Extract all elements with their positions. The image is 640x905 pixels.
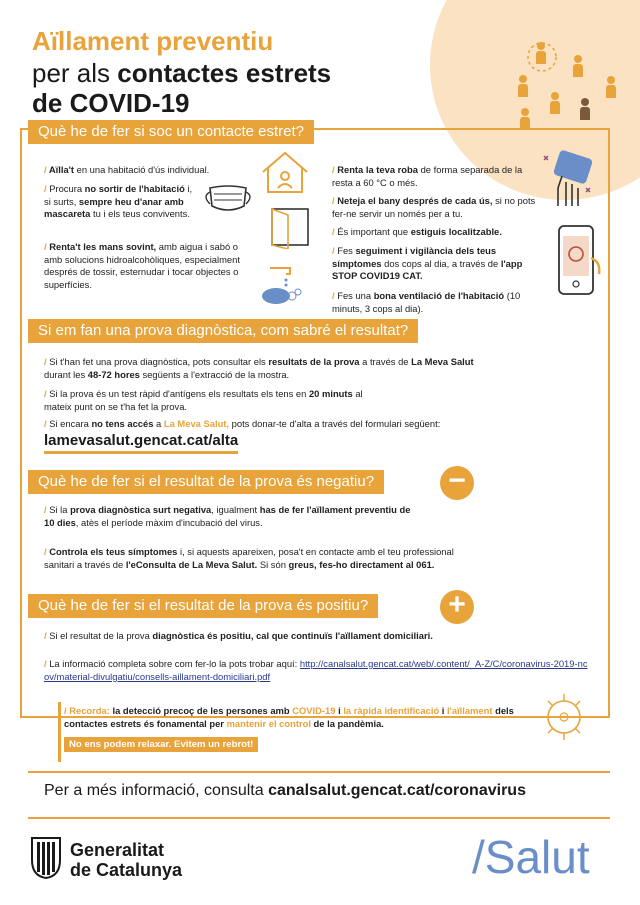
more-info: Per a més informació, consulta canalsalut.gencat.cat/coronavirus	[44, 782, 526, 799]
divider	[28, 771, 610, 773]
negative-result-info: / Si la prova diagnòstica surt negativa, igualment has de fer l'aïllament preventiu de 10 dies, atès el període màxim d'incubació del virus.	[44, 504, 411, 528]
page-title-line3: de COVID-19	[32, 88, 190, 118]
plus-icon: +	[440, 590, 474, 624]
house-icon	[258, 148, 312, 196]
instruction-clean-bathroom: / Neteja el bany després de cada ús, si no pots fer-ne servir un només per a tu.	[332, 195, 536, 219]
door-icon	[268, 205, 312, 249]
signup-link[interactable]: lamevasalut.gencat.cat/alta	[44, 432, 238, 454]
salut-logo: /Salut	[472, 831, 590, 883]
monitor-symptoms-info: / Controla els teus símptomes i, si aquests apareixen, posa't en contacte amb el teu professional sanitari a través de l'eConsulta de La Meva Salut. Si són greus, fes-ho directament al 061.	[44, 546, 454, 570]
test-result-info: / Si t'han fet una prova diagnòstica, pots consultar els resultats de la prova a través de La Meva Salut durant les 48-72 hores següents a l'extracció de la mostra.	[44, 356, 474, 380]
instruction-symptoms-app: / Fes seguiment i vigilància dels teus símptomes dos cops al dia, a través de l'app STOP COVID19 CAT.	[332, 245, 523, 281]
person-icon	[580, 98, 590, 120]
generalitat-name: Generalitat de Catalunya	[70, 840, 183, 880]
person-icon	[520, 108, 530, 130]
full-info-link-text: / La informació completa sobre com fer-lo la pots trobar aquí: http://canalsalut.gencat.cat/web/.content/_A-Z/C/coronavirus-2019-ncov/material-divulgatiu/consells-aillament-domiciliari.pdf	[44, 658, 588, 682]
recall-text: / Recorda: la detecció precoç de les persones amb COVID-19 i la ràpida identificació i l'aïllament dels contactes estrets és fonamental per mantenir el control de la pandèmia.	[64, 705, 514, 729]
divider	[28, 817, 610, 819]
section-heading-negative: Què he de fer si el resultat de la prova és negatiu?	[28, 470, 384, 494]
section-heading-test-result: Si em fan una prova diagnòstica, com sabré el resultat?	[28, 319, 418, 343]
more-info-link[interactable]: canalsalut.gencat.cat/coronavirus	[268, 782, 526, 799]
person-icon	[518, 75, 528, 97]
isolation-guide-link[interactable]: http://canalsalut.gencat.cat/web/.content/_A-Z/C/coronavirus-2019-ncov/material-divulgatiu/consells-aillament-domiciliari.pdf	[44, 658, 588, 682]
phone-app-icon	[555, 222, 605, 300]
virus-icon	[535, 688, 593, 746]
instruction-localizable: / És important que estiguis localitzable.	[332, 226, 502, 237]
section-heading-positive: Què he de fer si el resultat de la prova és positiu?	[28, 594, 378, 618]
mask-icon	[200, 182, 256, 216]
person-icon	[550, 92, 560, 114]
no-access-info: / Si encara no tens accés a La Meva Salut, pots donar-te d'alta a través del formulari següent:	[44, 418, 441, 429]
instruction-mask: / Procura no sortir de l'habitació i, si surts, sempre heu d'anar amb mascareta tu i els teus convivents.	[44, 183, 193, 219]
positive-result-info: / Si el resultat de la prova diagnòstica és positiu, cal que continuïs l'aïllament domiciliari.	[44, 630, 433, 641]
person-icon	[606, 76, 616, 98]
person-icon	[573, 55, 583, 77]
page-title-line2: per als contactes estrets	[32, 58, 332, 88]
rapid-test-info: / Si la prova és un test ràpid d'antígens els resultats els tens en 20 minuts al mateix punt on se t'ha fet la prova.	[44, 388, 363, 412]
cleaning-cloth-icon	[538, 148, 598, 210]
section-heading-close-contact: Què he de fer si soc un contacte estret?	[28, 120, 314, 144]
minus-icon: −	[440, 466, 474, 500]
highlight-ring-icon	[525, 40, 559, 74]
relax-banner: No ens podem relaxar. Evitem un rebrot!	[64, 737, 258, 752]
wash-hands-icon	[250, 262, 310, 308]
instruction-wash-clothes: / Renta la teva roba de forma separada de la resta a 60 °C o més.	[332, 164, 523, 188]
generalitat-logo-icon	[30, 836, 62, 880]
instruction-wash-hands: / Renta't les mans sovint, amb aigua i sabó o amb solucions hidroalcohòliques, especialment després de tossir, esternudar i tocar objectes o superfícies.	[44, 241, 240, 290]
instruction-isolate: / Aïlla't en una habitació d'ús individual.	[44, 164, 210, 175]
page-title-line1: Aïllament preventiu	[32, 26, 274, 56]
instruction-ventilation: / Fes una bona ventilació de l'habitació (10 minuts, 3 cops al dia).	[332, 290, 521, 314]
